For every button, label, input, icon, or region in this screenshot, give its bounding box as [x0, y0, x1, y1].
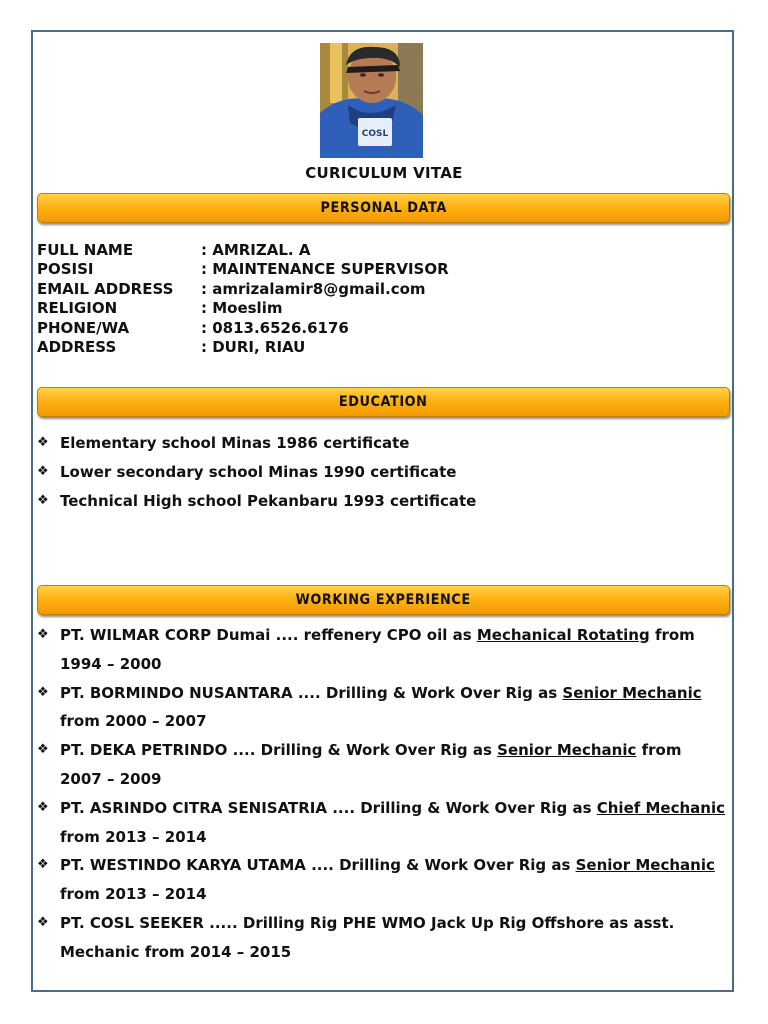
role-text: Chief Mechanic: [596, 798, 726, 817]
diamond-bullet-icon: ❖: [37, 493, 49, 508]
period-text: from 2000 – 2007: [60, 712, 207, 731]
education-text: Technical High school Pekanbaru 1993 certificate: [60, 492, 477, 510]
list-item: [37, 621, 727, 679]
period-text: from 2013 – 2014: [60, 885, 207, 904]
field-value: : amrizalamir8@gmail.com: [201, 279, 426, 298]
personal-row-address: [37, 338, 449, 357]
company-text: PT. WILMAR CORP Dumai .... reffenery CPO oil as: [60, 626, 477, 644]
field-label: EMAIL ADDRESS: [37, 279, 174, 298]
company-text: PT. ASRINDO CITRA SENISATRIA .... Drilling & Work Over Rig as: [60, 798, 597, 817]
diamond-bullet-icon: ❖: [37, 742, 49, 758]
list-item: [37, 491, 476, 520]
field-label: PHONE/WA: [37, 318, 130, 337]
personal-row-phone: [37, 319, 449, 338]
personal-row-email: [37, 280, 449, 299]
list-item: [37, 909, 727, 967]
profile-photo: [320, 43, 423, 158]
diamond-bullet-icon: ❖: [37, 464, 49, 479]
role-text: Senior Mechanic: [497, 741, 637, 760]
diamond-bullet-icon: ❖: [37, 914, 49, 930]
company-text: PT. BORMINDO NUSANTARA .... Drilling & Work Over Rig as: [60, 683, 563, 702]
work-experience-list: [37, 621, 727, 967]
field-value: : 0813.6526.6176: [201, 318, 349, 337]
section-header-education: [37, 387, 730, 417]
role-text: Mechanical Rotating: [476, 626, 650, 644]
diamond-bullet-icon: ❖: [37, 684, 49, 700]
section-header-working-experience: [37, 585, 730, 615]
diamond-bullet-icon: ❖: [37, 799, 49, 815]
field-value: : MAINTENANCE SUPERVISOR: [201, 260, 449, 279]
education-text: Elementary school Minas 1986 certificate: [60, 434, 410, 452]
field-label: ADDRESS: [37, 337, 117, 356]
svg-text:COSL: COSL: [361, 129, 389, 139]
personal-row-full-name: [37, 241, 449, 260]
field-label: RELIGION: [37, 299, 118, 318]
personal-row-religion: [37, 299, 449, 318]
company-text: PT. WESTINDO KARYA UTAMA .... Drilling & Work Over Rig as: [60, 856, 576, 875]
period-text: from 2007 – 2009: [60, 741, 682, 788]
period-text: from 2013 – 2014: [60, 827, 207, 846]
company-text: PT. COSL SEEKER ..... Drilling Rig PHE WMO Jack Up Rig Offshore as asst. Mechanic from 2014 – 2015: [60, 913, 675, 961]
list-item: [37, 736, 727, 794]
list-item: [37, 794, 727, 852]
list-item: [37, 462, 476, 491]
diamond-bullet-icon: ❖: [37, 857, 49, 873]
company-text: PT. DEKA PETRINDO .... Drilling & Work Over Rig as: [60, 741, 498, 760]
section-title: PERSONAL DATA: [320, 200, 447, 216]
list-item: [37, 851, 727, 909]
cv-title: CURICULUM VITAE: [305, 164, 463, 182]
field-value: : Moeslim: [201, 299, 283, 318]
role-text: Senior Mechanic: [562, 683, 702, 702]
section-title: EDUCATION: [339, 394, 428, 410]
list-item: [37, 679, 727, 737]
section-header-personal-data: [37, 193, 730, 223]
list-item: [37, 433, 476, 462]
role-text: Senior Mechanic: [575, 856, 715, 875]
diamond-bullet-icon: ❖: [37, 435, 49, 450]
field-label: POSISI: [37, 260, 94, 279]
field-value: : AMRIZAL. A: [201, 241, 311, 259]
education-list: [37, 433, 476, 520]
field-value: : DURI, RIAU: [201, 337, 306, 356]
period-text: from 1994 – 2000: [60, 626, 695, 673]
diamond-bullet-icon: ❖: [37, 627, 49, 642]
personal-data-table: [37, 241, 449, 357]
field-label: FULL NAME: [37, 241, 134, 259]
section-title: WORKING EXPERIENCE: [295, 592, 472, 608]
education-text: Lower secondary school Minas 1990 certificate: [60, 463, 457, 481]
personal-row-position: [37, 260, 449, 279]
